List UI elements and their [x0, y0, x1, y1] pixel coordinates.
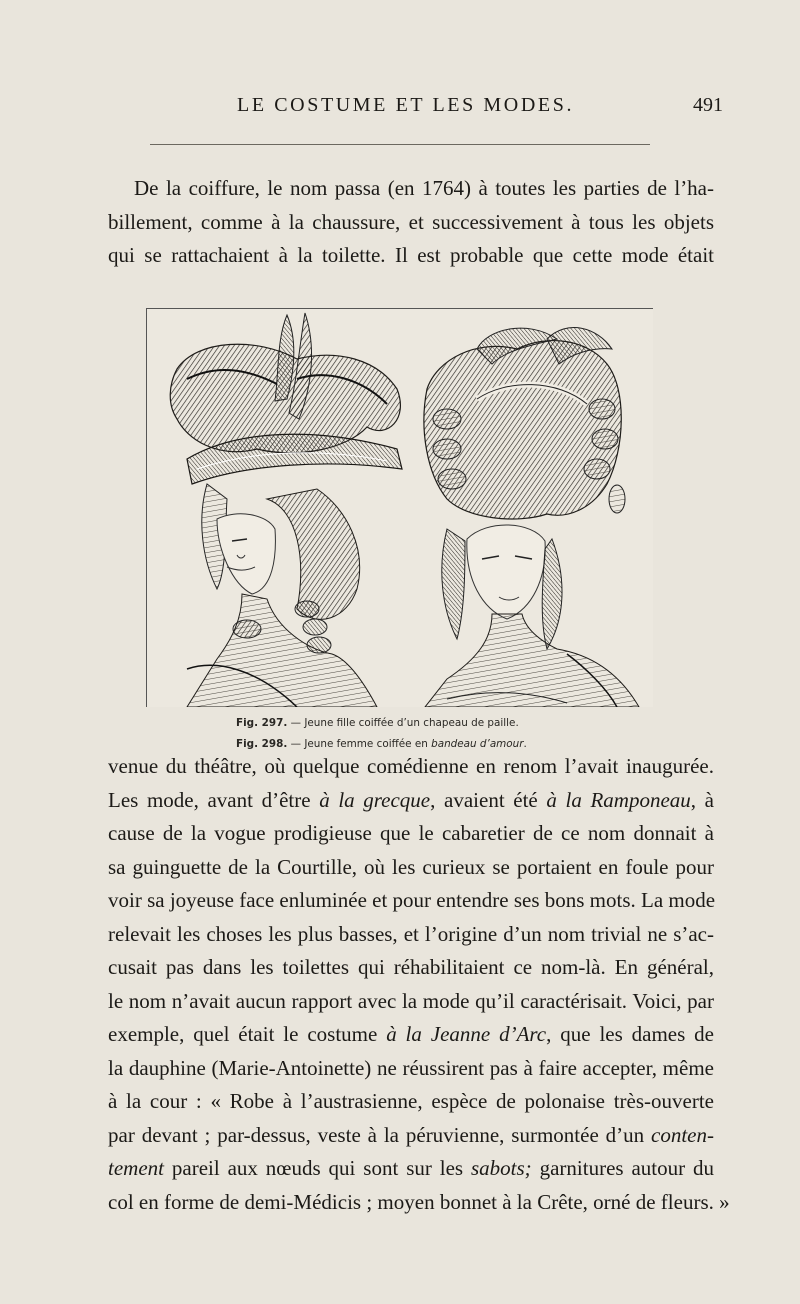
- italic-segment: à la Ramponeau: [546, 787, 691, 812]
- italic-segment: tement: [108, 1156, 164, 1180]
- text-line: [108, 851, 714, 885]
- caption-number: Fig. 298.: [236, 738, 288, 750]
- text-line: [108, 951, 714, 985]
- text-line: De la coiffure, le nom passa (en 1764) à toutes les parties de l’ha-: [134, 176, 714, 200]
- caption-text: Jeune fille coiffée d’un chapeau de paille.: [304, 717, 519, 729]
- text-line: [108, 918, 714, 952]
- italic-segment: à la grecque: [319, 787, 431, 812]
- caption-end: .: [523, 738, 527, 750]
- text-line: [108, 750, 714, 784]
- figure-caption-297: [236, 716, 756, 730]
- engraving-illustration: [147, 309, 653, 707]
- text-segment: la dauphine (Marie-Antoinette) ne réussirent pas à faire accepter, même: [108, 1055, 714, 1080]
- italic-segment: sabots;: [471, 1156, 532, 1180]
- text-line: [108, 985, 714, 1019]
- text-line: [108, 1186, 730, 1220]
- caption-dash: —: [287, 738, 305, 750]
- text-line: billement, comme à la chaussure, et successivement à tous les objets: [108, 209, 714, 234]
- text-segment: venue du théâtre, où quelque comédienne en renom l’avait inaugurée.: [108, 754, 714, 778]
- page-header: [0, 94, 800, 124]
- text-line: [108, 1018, 714, 1052]
- text-segment: Les mode, avant d’être: [108, 787, 320, 812]
- italic-segment: conten-: [651, 1122, 714, 1147]
- text-line: [108, 784, 714, 818]
- fig-297-engraving: [170, 313, 402, 707]
- text-line: [108, 1052, 714, 1086]
- text-line: [108, 817, 714, 851]
- intro-paragraph: [108, 172, 714, 273]
- text-segment: cause de la vogue prodigieuse que le cabaretier de ce nom donnait à: [108, 821, 714, 845]
- text-segment: le nom n’avait aucun rapport avec la mode qu’il caractérisait. Voici, par: [108, 988, 714, 1013]
- page-number: 491: [693, 94, 723, 116]
- text-segment: pareil aux nœuds qui sont sur les: [163, 1156, 471, 1180]
- text-segment: voir sa joyeuse face enluminée et pour entendre ses bons mots. La mode: [108, 888, 716, 912]
- text-segment: exemple, quel était le costume: [108, 1022, 387, 1046]
- fig-298-engraving: [424, 328, 639, 707]
- caption-number: Fig. 297.: [236, 717, 288, 729]
- text-segment: , que les dames de: [546, 1022, 714, 1046]
- text-line: [108, 1085, 714, 1119]
- header-rule: [150, 144, 650, 145]
- caption-dash: —: [287, 717, 305, 729]
- caption-text: Jeune femme coiffée en: [304, 738, 432, 750]
- text-segment: cusait pas dans les toilettes qui réhabilitaient ce nom-là. En général,: [108, 955, 714, 979]
- figure-caption-298: [236, 737, 756, 751]
- text-line: [108, 884, 714, 918]
- text-line: [108, 1119, 714, 1153]
- text-segment: , avaient été: [430, 787, 547, 812]
- text-segment: à la cour : « Robe à l’austrasienne, espèce de polonaise très-ouverte: [108, 1089, 714, 1113]
- body-paragraph: [108, 750, 730, 1219]
- text-segment: garnitures autour du: [531, 1156, 715, 1180]
- text-segment: par devant ; par-dessus, veste à la péruvienne, surmontée d’un: [108, 1122, 652, 1147]
- text-line: [108, 1152, 714, 1186]
- text-segment: , à: [690, 787, 714, 812]
- text-segment: col en forme de demi-Médicis ; moyen bonnet à la Crête, orné de fleurs. »: [108, 1189, 730, 1214]
- text-segment: sa guinguette de la Courtille, où les curieux se portaient en foule pour: [108, 854, 714, 879]
- engraving-figure: [146, 308, 653, 707]
- caption-italic-text: bandeau d’amour: [431, 738, 524, 750]
- text-segment: relevait les choses les plus basses, et l’origine d’un nom trivial ne s’ac-: [108, 921, 714, 946]
- italic-segment: à la Jeanne d’Arc: [386, 1022, 547, 1046]
- running-title: LE COSTUME ET LES MODES.: [237, 94, 575, 116]
- text-line: qui se rattachaient à la toilette. Il est probable que cette mode était: [108, 243, 714, 267]
